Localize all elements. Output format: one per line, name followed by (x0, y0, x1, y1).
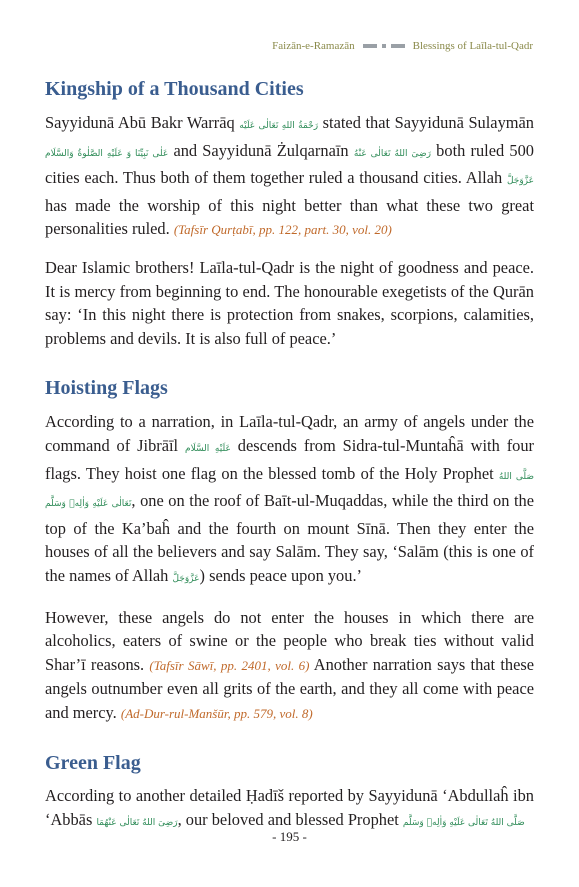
running-header (272, 40, 533, 52)
text-run: , one on the roof of Baīt-ul-Muqaddas, while the third on the top of the Ka’baĥ and the fourth on mount Sīnā. Then they enter the houses of all the believers and say Salām. They say, ‘Salām (this is one of the names of Allah (45, 491, 534, 585)
paragraph: Dear Islamic brothers! Laīla-tul-Qadr is the night of goodness and peace. It is mercy from beginning to end. The honourable exegetists of the Qurān say: ‘In this night there is protection from snakes, scorpions, calamities, problems and devils. It is also full of peace.’ (45, 257, 534, 348)
separator-dash (363, 44, 377, 48)
paragraph (45, 606, 534, 726)
citation: (Tafsīr Qurṭabī, pp. 122, part. 30, vol. 20) (173, 222, 392, 238)
page-number: - 195 - (272, 829, 307, 844)
text-run: both ruled 500 cities each. Thus both of them together ruled a thousand cities. Allah (45, 140, 534, 188)
header-chapter-title: Blessings of Laīla-tul-Qadr (412, 40, 533, 52)
text-run: According to another detailed Ḥadīš reported by Sayyidunā ‘Abdullaĥ ibn ‘Abbās (45, 786, 534, 830)
text-run: stated that Sayyidunā Sulaymān (318, 113, 534, 132)
page-content (45, 72, 534, 836)
section-heading-green-flag: Green Flag (45, 752, 141, 775)
citation: (Ad-Dur-rul-Manšūr, pp. 579, vol. 8) (120, 705, 313, 721)
header-book-title: Faizān-e-Ramazān (272, 40, 355, 52)
arabic-honorific: عَزَّوَجَلَّ (172, 573, 200, 584)
section-heading-hoisting-flags: Hoisting Flags (45, 377, 168, 400)
header-separator (363, 44, 405, 48)
arabic-honorific: صَلَّی اللهُ تَعَالٰی عَلَيْهِ وَاٰلِهٖ وَسَلَّم (45, 471, 534, 510)
paragraph (45, 410, 534, 591)
citation: (Tafsīr Sāwī, pp. 2401, vol. 6) (149, 657, 310, 673)
arabic-honorific: صَلَّی اللهُ تَعَالٰی عَلَيْهِ وَاٰلِهٖ وَسَلَّم (402, 818, 525, 829)
text-run: However, these angels do not enter the houses in which there are alcoholics, eaters of swine or the people who break ties without valid Shar’ī reasons. (45, 607, 534, 674)
arabic-honorific: عَلٰی نَبِیِّنَا وَ عَلَيْهِ الصَّلٰوةُ وَالسَّلَام (45, 148, 169, 159)
arabic-honorific: عَزَّوَجَلَّ (506, 176, 534, 187)
section-heading-kingship: Kingship of a Thousand Cities (45, 78, 304, 100)
arabic-honorific: رَضِیَ اللهُ تَعَالٰی عَنْهُ (353, 148, 431, 159)
text-run: According to a narration, in Laīla-tul-Qadr, an army of angels under the command of Jibrāīl (45, 412, 534, 455)
arabic-honorific: رَضِیَ اللهُ تَعَالٰی عَنْهُمَا (96, 818, 178, 829)
text-run: Sayyidunā Abū Bakr Warrāq (45, 113, 240, 132)
paragraph (45, 111, 534, 242)
text-run: Another narration says that these angels outnumber even all grits of the earth, and they all come with peace and mercy. (45, 654, 535, 722)
arabic-honorific: عَلَيْهِ السَّلَام (185, 443, 231, 454)
text-run: and Sayyidunā Żulqarnaīn (168, 140, 354, 160)
paragraph (45, 784, 534, 835)
text-run: descends from Sidra-tul-Muntaĥā with four flags. They hoist one flag on the blessed tomb of the Holy Prophet (45, 435, 534, 483)
separator-dash (391, 44, 405, 48)
text-run: has made the worship of this night better than what these two great personalities ruled. (45, 195, 534, 239)
text-run: , our beloved and blessed Prophet (177, 810, 403, 830)
separator-dot (382, 44, 386, 48)
arabic-honorific: رَحْمَةُ اللهِ تَعَالٰی عَلَيْه (239, 121, 319, 131)
text-run: ) sends peace upon you.’ (199, 565, 363, 585)
